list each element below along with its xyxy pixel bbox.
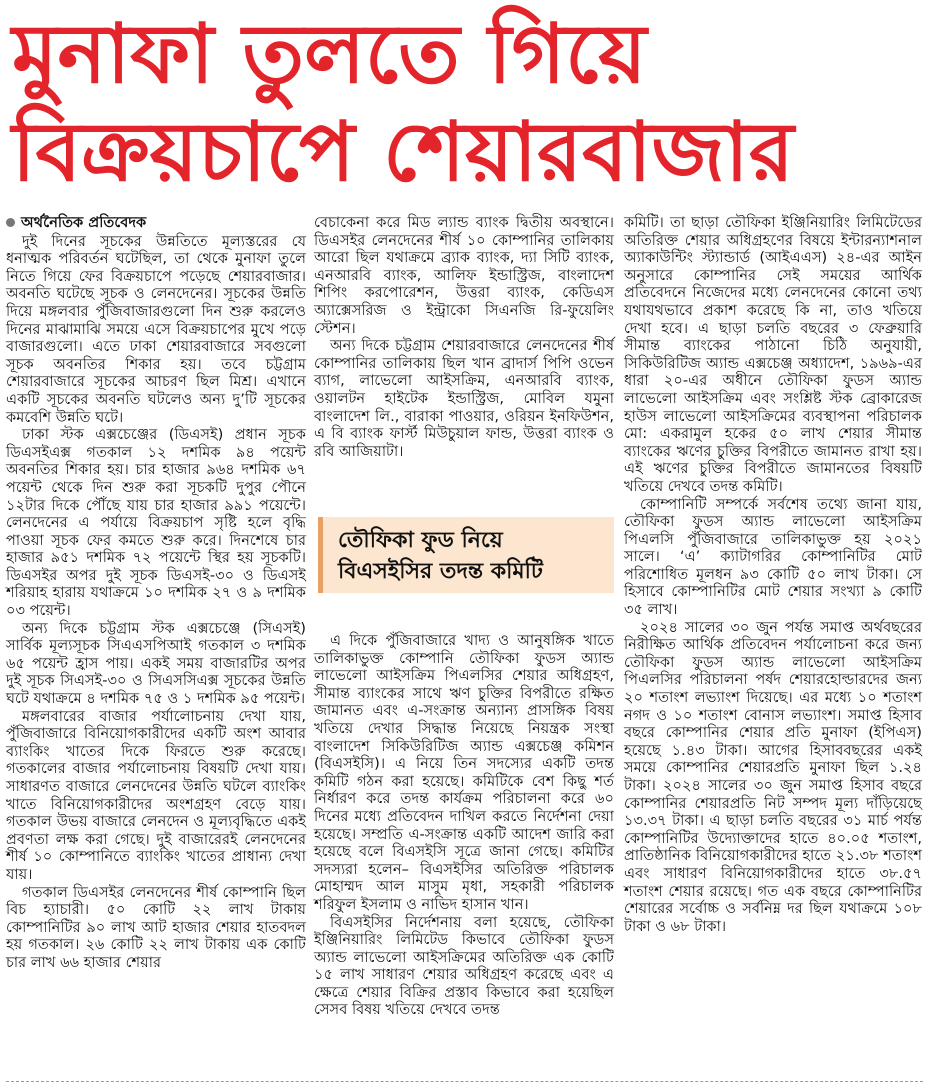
headline (12, 6, 917, 202)
paragraph: কোম্পানিটি সম্পর্কে সর্বশেষ তথ্যে জানা যায়, তৌফিকা ফুডস অ্যান্ড লাভেলো আইসক্রিম পিএলসি পুঁজিবাজারে তালিকাভুক্ত হয় ২০২১ সালে। ‘এ’ ক্যাটাগরির কোম্পানিটির মোট পরিশোধিত মূলধন ৯৩ কোটি ৫০ লাখ টাকা। সে হিসাবে কোম্পানিটির মোট শেয়ার সংখ্যা ৯ কোটি ৩৫ লাখ। (624, 495, 922, 619)
paragraph: মঙ্গলবারের বাজার পর্যালোচনায় দেখা যায়, পুঁজিবাজারে বিনিয়োগকারীদের একটি অংশ আবার ব্যাংকিং খাতের দিকে ফিরতে শুরু করেছে। গতকালের বাজার পর্যালোচনায় বিষয়টি দেখা যায়। সাধারণত বাজারে লেনদেনের উন্নতি ঘটলে ব্যাংকিং খাতে বিনিয়োগকারীদের অংশগ্রহণ বেড়ে যায়। গতকাল উভয় বাজারে লেনদেন ও মূল্যবৃদ্ধিতে একই প্রবণতা লক্ষ করা গেছে। দুই বাজারেরই লেনদেনের শীর্ষ ১০ কোম্পানিতে ব্যাংকিং খাতের প্রাধান্য দেখা যায়। (6, 707, 306, 883)
subheading-box (318, 517, 614, 593)
bottom-divider (6, 1081, 923, 1082)
headline-line-2: বিক্রয়চাপে শেয়ারবাজার (12, 105, 794, 200)
paragraph: দুই দিনের সূচকের উন্নতিতে মূল্যস্তরের যে ধনাত্মক পরিবর্তন ঘটেছিল, তা থেকে মুনাফা তুলে নিতে গিয়ে ফের বিক্রয়চাপে পড়েছে শেয়ারবাজার। অবনতি ঘটেছে সূচক ও লেনদেনের। সূচকের উন্নতি দিয়ে মঙ্গলবার পুঁজিবাজারগুলো দিন শুরু করলেও দিনের মাঝামাঝি সময়ে এসে বিক্রয়চাপের মুখে পড়ে বাজারগুলো। এতে ঢাকা শেয়ারবাজারে সবগুলো সূচক অবনতির শিকার হয়। তবে চট্টগ্রাম শেয়ারবাজারে সূচকের আচরণ ছিল মিশ্র। এখানে একটি সূচকের অবনতি ঘটলেও অন্য দু’টি সূচকের কমবেশি উন্নতি ঘটে। (6, 232, 306, 426)
paragraph: ঢাকা স্টক এক্সচেঞ্জের (ডিএসই) প্রধান সূচক ডিএসইএক্স গতকাল ১২ দশমিক ৯৪ পয়েন্ট অবনতির শিকার হয়। চার হাজার ৯৬৪ দশমিক ৬৭ পয়েন্ট থেকে দিন শুরু করা সূচকটি দুপুর পৌনে ১২টার দিকে পৌঁছে যায় চার হাজার ৯৯১ পয়েন্টে। লেনদেনের এ পর্যায়ে বিক্রয়চাপ সৃষ্টি হলে বৃদ্ধি পাওয়া সূচক ফের কমতে শুরু করে। দিনশেষে চার হাজার ৯৫১ দশমিক ৭২ পয়েন্টে স্থির হয় সূচকটি। ডিএসইর অপর দুই সূচক ডিএসই-৩০ ও ডিএসই শরিয়াহ হারায় যথাক্রমে ১০ দশমিক ২৭ ও ৯ দশমিক ০৩ পয়েন্ট। (6, 426, 306, 620)
article-column-1 (6, 214, 306, 972)
subheading-line-1: তৌফিকা ফুড নিয়ে (338, 528, 503, 553)
byline-text: অর্থনৈতিক প্রতিবেদক (21, 214, 147, 231)
paragraph: অন্য দিকে চট্টগ্রাম স্টক এক্সচেঞ্জে (সিএসই) সার্বিক মূল্যসূচক সিএএসপিআই গতকাল ৩ দশমিক ৬৫ পয়েন্ট হ্রাস পায়। একই সময় বাজারটির অপর দুই সূচক সিএসই-৩০ ও সিএসসিএক্স সূচকের উন্নতি ঘটে যথাক্রমে ৪ দশমিক ৭৫ ও ১ দশমিক ৯৫ পয়েন্ট। (6, 619, 306, 708)
paragraph: অন্য দিকে চট্টগ্রাম শেয়ারবাজারে লেনদেনের শীর্ষ কোম্পানির তালিকায় ছিল খান ব্রাদার্স পিপি ওভেন ব্যাগ, লাভেলো আইসক্রিম, এনআরবি ব্যাংক, ওয়ালটন হাইটেক ইন্ডাস্ট্রিজ, মোবিল যমুনা বাংলাদেশ লি., বারাকা পাওয়ার, ওরিয়ন ইনফিউশন, এ বি ব্যাংক ফার্স্ট মিউচুয়াল ফান্ড, উত্তরা ব্যাংক ও রবি আজিয়াটা। (314, 337, 614, 460)
paragraph: বেচাকেনা করে মিড ল্যান্ড ব্যাংক দ্বিতীয় অবস্থানে। ডিএসইর লেনদেনের শীর্ষ ১০ কোম্পানির তালিকায় আরো ছিল যথাক্রমে ব্র্যাক ব্যাংক, দ্যা সিটি ব্যাংক, এনআরবি ব্যাংক, আলিফ ইন্ডাস্ট্রিজ, বাংলাদেশ শিপিং করপোরেশন, উত্তরা ব্যাংক, কেডিএস অ্যাক্সেসরিজ ও ইন্ট্রাকো সিএনজি রি-ফুয়েলিং স্টেশন। (314, 214, 614, 337)
subheading-accent-bar (318, 517, 323, 593)
paragraph: গতকাল ডিএসইর লেনদেনের শীর্ষ কোম্পানি ছিল বিচ হ্যাচারী। ৫০ কোটি ২২ লাখ টাকায় কোম্পানিটির ৯০ লাখ আট হাজার শেয়ার হাতবদল হয় গতকাল। ২৬ কোটি ২২ লাখ টাকায় এক কোটি চার লাখ ৬৬ হাজার শেয়ার (6, 883, 306, 971)
article-column-2-bottom (314, 632, 614, 1019)
bullet-icon (6, 218, 15, 227)
byline (6, 214, 306, 232)
subheading-line-2: বিএসইসির তদন্ত কমিটি (338, 559, 543, 584)
article-column-3 (624, 214, 922, 935)
paragraph: এ দিকে পুঁজিবাজারে খাদ্য ও আনুষঙ্গিক খাতে তালিকাভুক্ত কোম্পানি তৌফিকা ফুডস অ্যান্ড লাভেলো আইসক্রিম পিএলসির শেয়ার অধিগ্রহণ, সীমান্ত ব্যাংকের সাথে ঋণ চুক্তির বিপরীতে রক্ষিত জামানত এবং এ-সংক্রান্ত অন্যান্য প্রাসঙ্গিক বিষয় খতিয়ে দেখার সিদ্ধান্ত নিয়েছে নিয়ন্ত্রক সংস্থা বাংলাদেশ সিকিউরিটিজ অ্যান্ড এক্সচেঞ্জ কমিশন (বিএসইসি)। এ নিয়ে তিন সদস্যের একটি তদন্ত কমিটি গঠন করা হয়েছে। কমিটিকে বেশ কিছু শর্ত নির্ধারণ করে তদন্ত কার্যক্রম পরিচালনা করে ৬০ দিনের মধ্যে প্রতিবেদন দাখিল করতে নির্দেশনা দেয়া হয়েছে। সম্প্রতি এ-সংক্রান্ত একটি আদেশ জারি করা হয়েছে বলে বিএসইসি সূত্রে জানা গেছে। কমিটির সদস্যরা হলেন– বিএসইসির অতিরিক্ত পরিচালক মোহাম্মদ আল মাসুম মৃধা, সহকারী পরিচালক শরিফুল ইসলাম ও নাভিদ হাসান খান। (314, 632, 614, 913)
paragraph: ২০২৪ সালের ৩০ জুন পর্যন্ত সমাপ্ত অর্থবছরের নিরীক্ষিত আর্থিক প্রতিবেদন পর্যালোচনা করে জন্য তৌফিকা ফুডস অ্যান্ড লাভেলো আইসক্রিম পিএলসির পরিচালনা পর্ষদ শেয়ারহোল্ডারদের জন্য ২০ শতাংশ লভ্যাংশ দিয়েছে। এর মধ্যে ১০ শতাংশ নগদ ও ১০ শতাংশ বোনাস লভ্যাংশ। সমাপ্ত হিসাব বছরে কোম্পানির শেয়ার প্রতি মুনাফা (ইপিএস) হয়েছে ১.৪৩ টাকা। আগের হিসাববছরের একই সময়ে কোম্পানির শেয়ারপ্রতি মুনাফা ছিল ১.২৪ টাকা। ২০২৪ সালের ৩০ জুন সমাপ্ত হিসাব বছরে কোম্পানির শেয়ারপ্রতি নিট সম্পদ মূল্য দাঁড়িয়েছে ১৩.৩৭ টাকা। এ ছাড়া চলতি বছরের ৩১ মার্চ পর্যন্ত কোম্পানিটির উদ্যোক্তাদের হাতে ৪০.০৫ শতাংশ, প্রাতিষ্ঠানিক বিনিয়োগকারীদের হাতে ২১.৩৮ শতাংশ এবং সাধারণ বিনিয়োগকারীদের হাতে ৩৮.৫৭ শতাংশ শেয়ার রয়েছে। গত এক বছরে কোম্পানিটির শেয়ারের সর্বোচ্চ ও সর্বনিম্ন দর ছিল যথাক্রমে ১০৮ টাকা ও ৬৮ টাকা। (624, 618, 922, 935)
article-column-2-top (314, 214, 614, 460)
paragraph: বিএসইসির নির্দেশনায় বলা হয়েছে, তৌফিকা ইঞ্জিনিয়ারিং লিমিটেড কিভাবে তৌফিকা ফুডস অ্যান্ড লাভেলো আইসক্রিমের অতিরিক্ত এক কোটি ১৫ লাখ সাধারণ শেয়ার অধিগ্রহণ করেছে এবং এ ক্ষেত্রে শেয়ার বিক্রির প্রস্তাব কিভাবে করা হয়েছিল সেসব বিষয় খতিয়ে দেখবে তদন্ত (314, 913, 614, 1019)
paragraph: কমিটি। তা ছাড়া তৌফিকা ইঞ্জিনিয়ারিং লিমিটেডের অতিরিক্ত শেয়ার অধিগ্রহণের বিষয়ে ইন্টারন্যাশনাল অ্যাকাউন্টিং স্ট্যান্ডার্ড (আইএএস) ২৪-এর আইন অনুসারে কোম্পানির সেই সময়ের আর্থিক প্রতিবেদনে নিজেদের মধ্যে লেনদেনের কোনো তথ্য যথাযথভাবে প্রকাশ করেছে কি না, তাও খতিয়ে দেখা হবে। এ ছাড়া চলতি বছরের ৩ ফেব্রুয়ারি সীমান্ত ব্যাংকের পাঠানো চিঠি অনুযায়ী, সিকিউরিটিজ অ্যান্ড এক্সচেঞ্জ অধ্যাদেশ, ১৯৬৯-এর ধারা ২০-এর অধীনে তৌফিকা ফুডস অ্যান্ড লাভেলো আইসক্রিম এবং সংশ্লিষ্ট স্টক ব্রোকারেজ হাউস লাভেলো আইসক্রিমের ব্যবস্থাপনা পরিচালক মো: একরামুল হকের ৫০ লাখ শেয়ার সীমান্ত ব্যাংকের ঋণের চুক্তির বিপরীতে জামানত রাখা হয়। এই ঋণের চুক্তির বিপরীতে জামানতের বিষয়টি খতিয়ে দেখবে তদন্ত কমিটি। (624, 214, 922, 495)
headline-line-1: মুনাফা তুলতে গিয়ে (12, 7, 647, 102)
